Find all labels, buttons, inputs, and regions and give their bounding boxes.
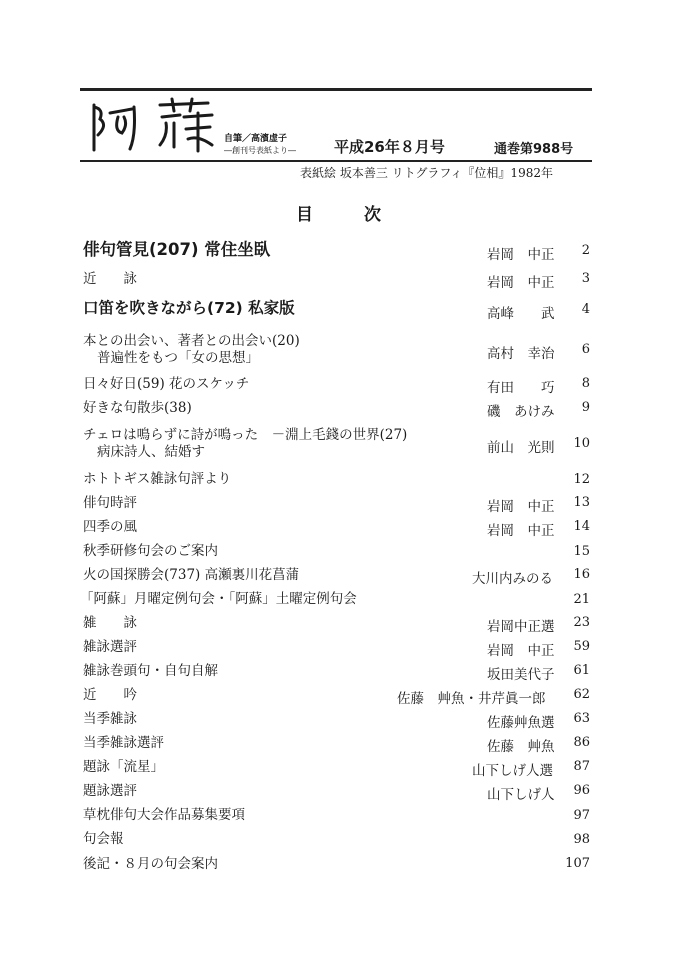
toc-entry-title[interactable]: 後記・８月の句会案内 <box>83 856 218 872</box>
toc-entry-author: 高村 幸治 <box>487 346 555 362</box>
toc-entry-page: 63 <box>573 711 590 726</box>
toc-entry-author: 有田 巧 <box>487 380 555 396</box>
toc-entry-title[interactable]: 題詠選評 <box>83 783 137 799</box>
toc-entry-title[interactable]: 本との出会い、著者との出会い(20) <box>83 333 300 349</box>
toc-entry-title[interactable]: 口笛を吹きながら(72) 私家版 <box>83 299 295 317</box>
toc-entry-title[interactable]: 好きな句散歩(38) <box>83 400 192 416</box>
toc-entry-author: 高峰 武 <box>487 306 555 322</box>
toc-entry-title[interactable]: 草枕俳句大会作品募集要項 <box>83 807 245 823</box>
toc-entry-author: 山下しげ人 <box>487 787 555 803</box>
toc-entry-subtitle: 普遍性をもつ「女の思想」 <box>97 350 259 366</box>
toc-entry-page: 59 <box>573 639 590 654</box>
toc-heading: 目 次 <box>296 205 381 225</box>
toc-entry-page: 96 <box>573 783 590 798</box>
toc-entry-title[interactable]: 当季雑詠選評 <box>83 735 164 751</box>
toc-entry-author: 大川内みのる <box>472 571 553 587</box>
toc-entry-author: 山下しげ人選 <box>472 763 553 779</box>
toc-entry-author: 佐藤 艸魚・井芹眞一郎 <box>397 691 546 707</box>
toc-entry-title[interactable]: ホトトギス雑詠句評より <box>83 471 232 487</box>
toc-entry-page: 15 <box>573 544 590 559</box>
toc-entry-page: 14 <box>573 519 590 534</box>
toc-entry-page: 2 <box>581 243 590 258</box>
toc-entry-title[interactable]: 近 詠 <box>83 271 137 287</box>
toc-entry-page: 97 <box>573 808 590 823</box>
toc-entry-page: 9 <box>581 400 590 415</box>
toc-entry-title[interactable]: 近 吟 <box>83 687 137 703</box>
toc-entry-page: 4 <box>581 302 590 317</box>
toc-entry-title[interactable]: 句会報 <box>83 831 124 847</box>
toc-entry-page: 86 <box>573 735 590 750</box>
toc-entry-title[interactable]: チェロは鳴らずに詩が鳴った －淵上毛錢の世界(27) <box>83 427 408 443</box>
toc-entry-page: 6 <box>581 342 590 357</box>
magazine-logo <box>88 95 223 155</box>
toc-entry-title[interactable]: 「阿蘇」月曜定例句会・「阿蘇」土曜定例句会 <box>80 591 357 607</box>
toc-entry-page: 23 <box>573 615 590 630</box>
toc-entry-page: 61 <box>573 663 590 678</box>
toc-entry-page: 12 <box>573 472 590 487</box>
toc-entry-page: 3 <box>581 271 590 286</box>
toc-entry-author: 岩岡 中正 <box>487 499 555 515</box>
toc-entry-title[interactable]: 雑詠選評 <box>83 639 137 655</box>
toc-entry-author: 坂田美代子 <box>487 667 555 683</box>
toc-entry-page: 8 <box>581 376 590 391</box>
toc-entry-page: 10 <box>573 436 590 451</box>
toc-entry-page: 13 <box>573 495 590 510</box>
toc-entry-title[interactable]: 題詠「流星」 <box>83 759 164 775</box>
toc-entry-page: 87 <box>573 759 590 774</box>
toc-entry-subtitle: 病床詩人、結婚す <box>97 444 205 460</box>
toc-entry-title[interactable]: 日々好日(59) 花のスケッチ <box>83 376 250 392</box>
toc-entry-title[interactable]: 火の国探勝会(737) 高瀬裏川花菖蒲 <box>83 567 300 583</box>
toc-entry-page: 21 <box>573 592 590 607</box>
logo-note-2: ―創刊号表紙より― <box>224 146 296 155</box>
toc-entry-page: 62 <box>573 687 590 702</box>
toc-entry-title[interactable]: 雑 詠 <box>83 615 137 631</box>
cover-credit: 表紙絵 坂本善三 リトグラフィ『位相』1982年 <box>300 166 553 180</box>
toc-entry-author: 岩岡 中正 <box>487 247 555 263</box>
toc-entry-page: 16 <box>573 567 590 582</box>
toc-entry-page: 98 <box>573 832 590 847</box>
issue-date: 平成26年８月号 <box>334 138 445 156</box>
toc-entry-author: 佐藤 艸魚 <box>487 739 555 755</box>
toc-entry-title[interactable]: 四季の風 <box>83 519 137 535</box>
logo-note-1: 自筆／高濱虚子 <box>224 134 288 144</box>
toc-entry-author: 前山 光則 <box>487 440 555 456</box>
toc-entry-title[interactable]: 雑詠巻頭句・自句自解 <box>83 663 218 679</box>
toc-entry-author: 佐藤艸魚選 <box>487 715 555 731</box>
toc-entry-page: 107 <box>565 856 590 871</box>
toc-entry-author: 岩岡 中正 <box>487 643 555 659</box>
toc-entry-author: 岩岡 中正 <box>487 523 555 539</box>
toc-entry-title[interactable]: 俳句管見(207) 常住坐臥 <box>83 240 271 259</box>
serial-number: 通巻第988号 <box>494 142 574 157</box>
toc-entry-author: 岩岡 中正 <box>487 275 555 291</box>
top-rule <box>80 88 592 91</box>
toc-entry-title[interactable]: 秋季研修句会のご案内 <box>83 543 218 559</box>
toc-entry-author: 岩岡中正選 <box>487 619 555 635</box>
toc-entry-author: 磯 あけみ <box>487 404 555 420</box>
toc-entry-title[interactable]: 当季雑詠 <box>83 711 137 727</box>
toc-entry-title[interactable]: 俳句時評 <box>83 495 137 511</box>
header-divider <box>80 160 592 162</box>
